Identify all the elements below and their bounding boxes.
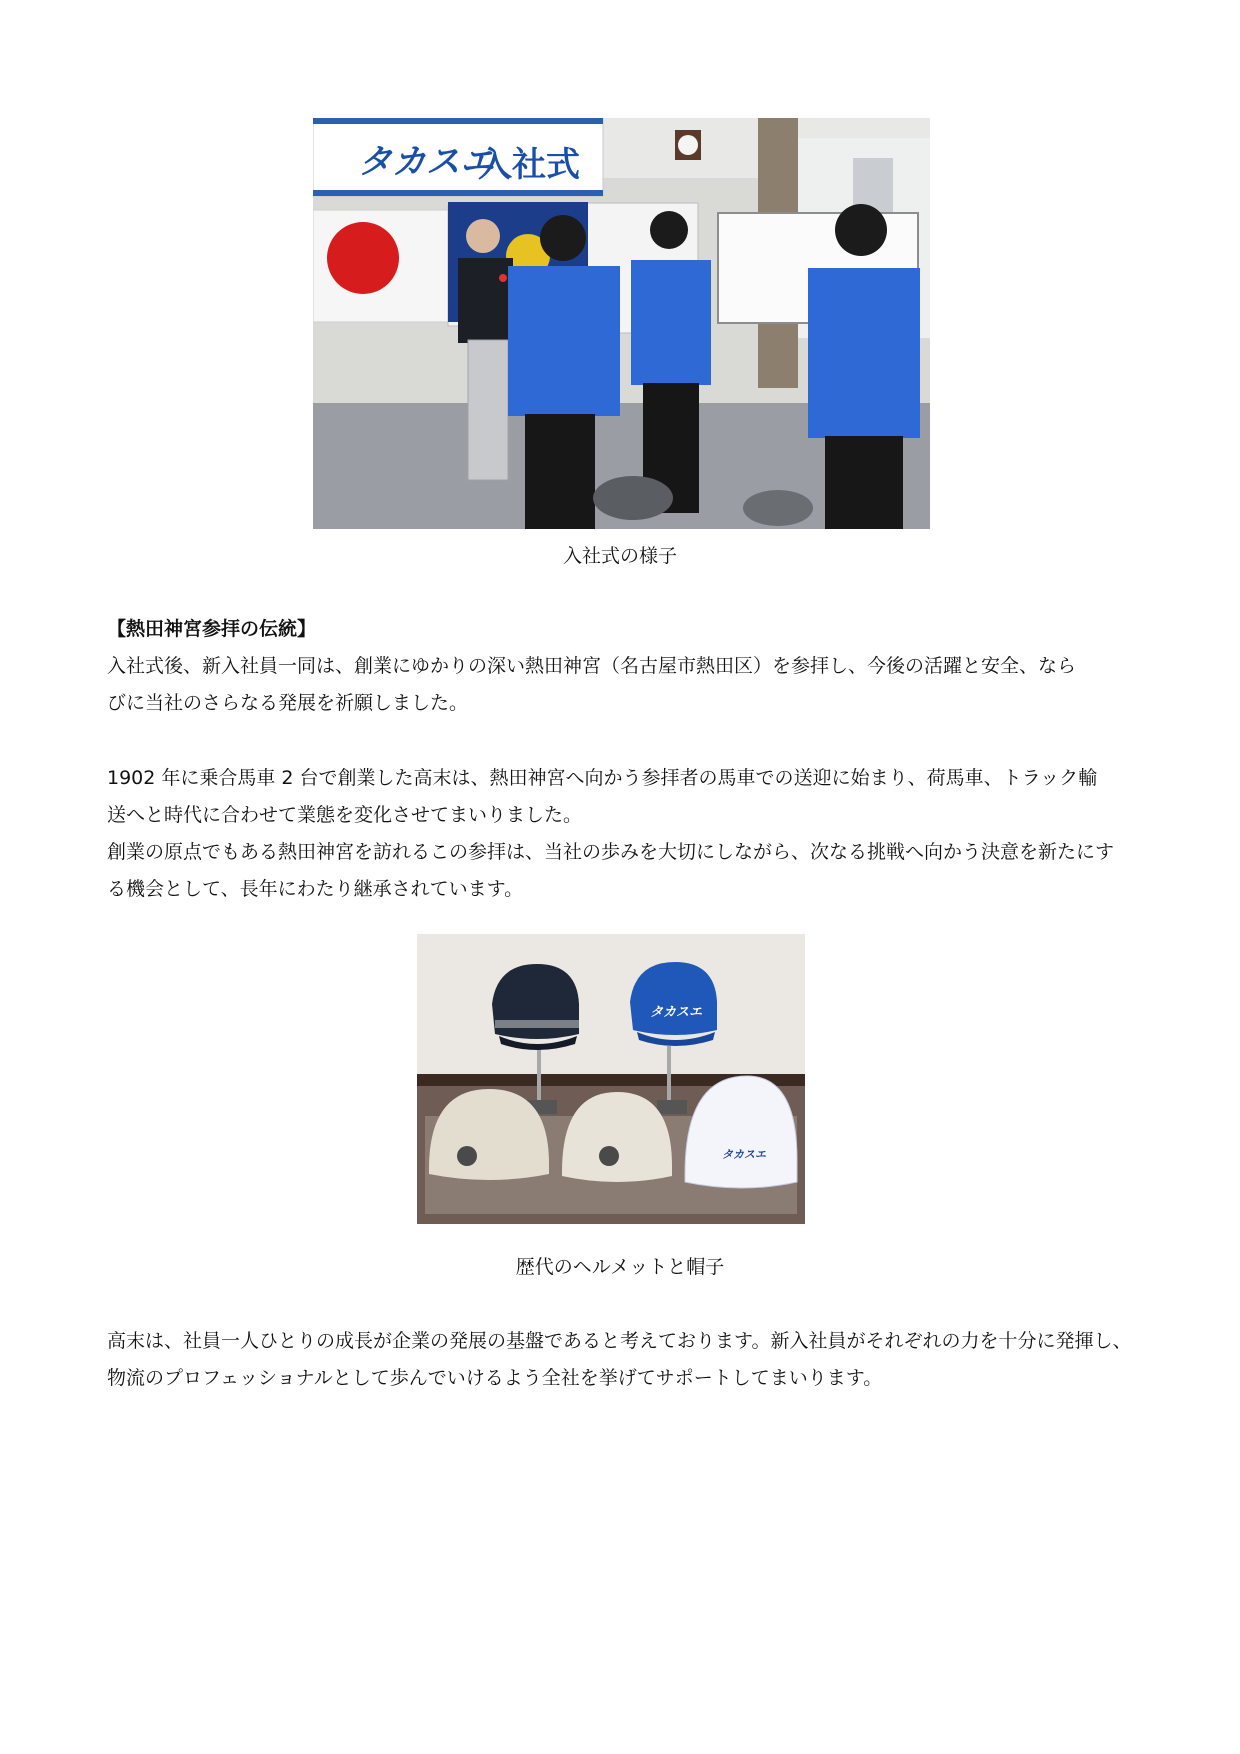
para2-line1: 1902 年に乗合馬車 2 台で創業した高末は、熱田神宮へ向かう参拝者の馬車での送迎に始まり、荷馬車、トラック輸 bbox=[107, 767, 1098, 789]
para1-line2: びに当社のさらなる発展を祈願しました。 bbox=[107, 692, 469, 714]
helmets-caps-photo bbox=[417, 934, 805, 1224]
cap-logo: タカスエ bbox=[650, 1005, 703, 1020]
banner-logo: タカスエ bbox=[358, 142, 494, 182]
para2-line4: る機会として、長年にわたり継承されています。 bbox=[107, 878, 524, 900]
para1-line1: 入社式後、新入社員一同は、創業にゆかりの深い熱田神宮（名古屋市熱田区）を参拝し、今後の活躍と安全、なら bbox=[107, 655, 1077, 677]
helmet-logo: タカスエ bbox=[722, 1148, 766, 1161]
japan-flag-icon bbox=[327, 222, 399, 294]
para2-line3: 創業の原点でもある熱田神宮を訪れるこの参拝は、当社の歩みを大切にしながら、次なる挑戦へ向かう決意を新たにす bbox=[107, 841, 1115, 863]
ceremony-photo bbox=[313, 118, 930, 529]
closing-line2: 物流のプロフェッショナルとして歩んでいけるよう全社を挙げてサポートしてまいります。 bbox=[107, 1367, 883, 1389]
photo1-caption: 入社式の様子 bbox=[562, 545, 677, 567]
banner-title: 入社式 bbox=[478, 145, 580, 185]
para2-line2: 送へと時代に合わせて業態を変化させてまいりました。 bbox=[107, 804, 583, 826]
closing-line1: 高末は、社員一人ひとりの成長が企業の発展の基盤であると考えております。新入社員がそれぞれの力を十分に発揮し、 bbox=[107, 1330, 1132, 1352]
section-heading: 【熱田神宮参拝の伝統】 bbox=[107, 618, 317, 640]
photo2-caption: 歴代のヘルメットと帽子 bbox=[515, 1256, 725, 1278]
